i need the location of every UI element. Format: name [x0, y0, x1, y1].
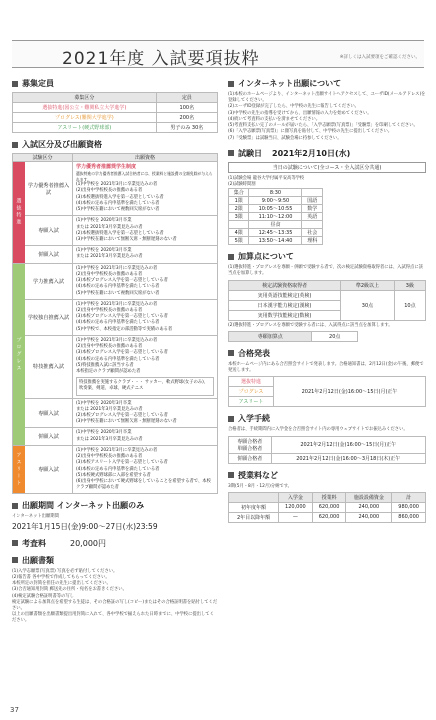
square-icon	[228, 416, 234, 422]
tuition-section: 授業料など 3期(5月・8月・12月)分納です。 入学金 授業料 施設設備資金 計 初年度年額 120,000 620,000 240,000 980,000 2年目以降年額 — 620,000 240,000 860,000	[228, 470, 426, 523]
document-item: (3)合否通知用封筒 郵送先の住所・宛名をお書きください。	[12, 587, 127, 593]
internet-step: (3)中学校の先生の指導を受けてから、出願情報の入力を始めてください。	[228, 110, 372, 116]
square-icon	[12, 142, 18, 148]
page-title: 2021年度 入試要項抜粋	[62, 49, 260, 69]
internet-step: (7)「受験票」は試験当日、試験会場に持参してください。	[228, 135, 342, 141]
bonus-section: 加算点について (1)選抜特進・プログレスを専願・併願で受験する者で、次の検定試験資格取得者には、入試得点に該当点を加算します。 検定試験資格取得者 準2級以上 3級 実用英語技能検定(英検) 30点 10点 日本漢字能力検定(漢検) 実用数学技能検定(数検) (2)選抜特進・プログレスを専願で受験する者には、入試得点に該当点を加算します。 専願加算点 20点	[228, 251, 426, 342]
square-icon	[12, 503, 18, 509]
square-icon	[12, 557, 18, 563]
admission-section	[12, 139, 218, 494]
square-icon	[228, 350, 234, 356]
square-icon	[12, 540, 18, 546]
internet-step: (6)「入学志願票(写真票)」に顔写真を貼付して、中学校の先生に提出してください。	[228, 129, 393, 135]
admission-group	[12, 446, 218, 495]
admission-row: 専願入試 (1)中学校を 2020年3月卒業 または 2021年3月卒業見込みの者 (2)本校選抜特進入学を第一志望としている者 (3)中学校在籍において無断欠席・無断遅刻のない者	[25, 216, 217, 246]
results-section: 合格発表 本校ホームページ内にある合否照会サイトで発表します。合格通知書は、2月12日(金)の午後、郵便で発送します。 選抜特進 2021年2月12日(金)16:00〜15日(月)正午 プログレス アスリート	[228, 348, 424, 406]
internet-list	[228, 92, 426, 142]
enroll-section: 入学手続 合格者は、手続期間内に入学金を合否照会サイト内の専用ウェブサイトでお振込みください。 専願合格者 単願合格者 2021年2月12日(金)16:00〜15日(月)正午 併願合格者 2021年2月12日(金)16:00〜3月18日(木)正午	[228, 413, 426, 463]
admission-row: 併願入試 (1)中学校を 2020年3月卒業 または 2021年3月卒業見込みの者	[25, 428, 217, 444]
document-item: (1)入学志願票(写真票) 写真を必ず貼付してください。	[12, 568, 118, 574]
schedule-row: 1限 9:00〜9:50 国語	[229, 197, 323, 205]
admission-band: 選抜特進	[13, 162, 25, 263]
document-item: 本校所定の封筒を担任の先生に提出してください。	[12, 581, 111, 587]
internet-step: (2)ユーザID登録が完了したら、中学校の先生に報告してください。	[228, 104, 359, 110]
bonus-table: 検定試験資格取得者 準2級以上 3級 実用英語技能検定(英検) 30点 10点 日本漢字能力検定(漢検) 実用数学技能検定(数検)	[228, 280, 426, 321]
admission-heading: 入試区分及び出願資格	[12, 139, 218, 150]
internet-step: (5)考査料支払い完了のメールが届いたら、「入学志願票(写真票)」「受験票」を印刷してください。	[228, 123, 418, 129]
document-item: 以上の出願書類を出願書類提出用封筒に入れて、各中学校で揃えられた日時までに、中学校に提出してください。	[12, 612, 214, 624]
page-number: 37	[10, 706, 19, 714]
documents-list	[12, 569, 218, 625]
admission-table: 試験区分 出願資格 選抜特進 学力優秀者推薦入試 学力優秀者推薦奨学生制度 選抜特進の学力優秀者推薦入試合格者には、授業料と施設費の全額免除が与えられます。 (1)中学校を 2021年3月に卒業見込みの者 (2)出身中学校校長の推薦のある者 (3)本校選抜特進入学を第一志望としている者 (4)本校の定める内申基準を満たしている者 (5)中学校在籍において複数回欠席がない者 専願入試 (1)中学校を 2020年3月卒業 または 2021年3月卒業見込みの者 (2)本校選抜特進入学を第一志望としている者 (3)中学校在籍において無断欠席・無断遅刻のない者 併願入試 (1)中学校を 2020年3月卒業 または 2021年3月卒業見込みの者 プログレス 学力推薦入試 (1)中学校を 2021年3月に卒業見込みの者 (2)出身中学校校長の推薦のある者 (3)本校プログレス入学を第一志望としている者 (4)本校の定める内申基準を満たしている者 (5)中学校在籍において複数回欠席がない者 学校独自推薦入試 (1)中学校を 2021年3月に卒業見込みの者 (2)出身中学校校長の推薦のある者 (3)本校プログレス入学を第一志望としている者 (4)本校の定める内申基準を満たしている者 (5)中学校で、本校指定の部活動等で実績のある者 特技推薦入試 (1)中学校を 2021年3月に卒業見込みの者 (2)出身中学校校長の推薦のある者 (3)本校プログレス入学を第一志望としている者 (4)本校の定める内申基準を満たしている者 (5)特技推薦入試に該当する者 本校指定のクラブ顧問が認めた者 特技推薦を実施するクラブ・・・ サッカー、軟式野球(女子のみ)、吹奏楽、剣道、卓球、硬式テニス 専願入試 (1)中学校を 2020年3月卒業 または 2021年3月卒業見込みの者 (2)本校プログレス入学を第一志望としている者 (3)中学校在籍において無断欠席・無断遅刻のない者 併願入試 (1)中学校を 2020年3月卒業 または 2021年3月卒業見込みの者 アスリート 専願入試 (1)中学校を 2021年3月に卒業見込みの者 (2)出身中学校校長の推薦のある者 (3)本校アスリート入学を第一志望としている者 (4)本校の定める内申基準を満たしている者 (5)本校硬式野球部に入部を希望する者 (6)出身中学校において硬式野球をしていることを希望する者で、本校クラブ顧問が認めた者	[12, 153, 218, 494]
admission-group	[12, 162, 218, 264]
document-item: (2)報告書 各中学校で作成してもらってください。	[12, 574, 110, 580]
period-section: 出願期間 インターネット出願のみ インターネット出願期間 2021年1月15日(金)9:00〜27日(水)23:59	[12, 500, 218, 531]
schedule-row: 2限 10:05〜10:55 数学	[229, 205, 323, 213]
schedule-row: 3限 11:10〜12:00 英語	[229, 213, 323, 221]
document-item: 検定試験による加算点を希望する生徒は、その合格証の写し(コピー)またはその合格証明書を貼付してください。	[12, 599, 218, 611]
admission-row: 専願入試 (1)中学校を 2021年3月に卒業見込みの者 (2)出身中学校校長の推薦のある者 (3)本校アスリート入学を第一志望としている者 (4)本校の定める内申基準を満たしている者 (5)本校硬式野球部に入部を希望する者 (6)出身中学校において硬式野球をしていることを希望する者で、本校クラブ顧問が認めた者	[25, 446, 217, 494]
schedule-row: 4限 12:45〜13:35 社会	[229, 229, 323, 237]
exam-section: 試験日 2021年2月10日(水) 当日の試験について(全コース・全入試区分共通) (1)試験会場 龍谷大学付属平安高等学校 (2)試験時間割 集合 8:30 1限 9:00〜9:50 国語 2限 10:05〜10:55 数学 3限 11:10〜12:00 英語 昼食 4限 12:45〜13:35 社会 5限 13:50〜14:40 理科	[228, 148, 426, 245]
admission-band: アスリート	[13, 446, 25, 494]
schedule-row: 昼食	[229, 221, 323, 229]
admission-row: 特技推薦入試 (1)中学校を 2021年3月に卒業見込みの者 (2)出身中学校校長の推薦のある者 (3)本校プログレス入学を第一志望としている者 (4)本校の定める内申基準を満たしている者 (5)特技推薦入試に該当する者 本校指定のクラブ顧問が認めた者 特技推薦を実施するクラブ・・・ サッカー、軟式野球(女子のみ)、吹奏楽、剣道、卓球、硬式テニス	[25, 336, 217, 399]
admission-row: 併願入試 (1)中学校を 2020年3月卒業 または 2021年3月卒業見込みの者	[25, 246, 217, 262]
documents-section: 出願書類 (1)入学志願票(写真票) 写真を必ず貼付してください。 (2)報告書 各中学校で作成してもらってください。 本校所定の封筒を担任の先生に提出してください。 (3)合否通知用封筒 郵送先の住所・宛名をお書きください。 (4)検定試験合格証明書等の写し 検定試験による加算点を希望する生徒は、その合格証の写し(コピー)またはその合格証明書を貼付してください。 以上の出願書類を出願書類提出用封筒に入れて、各中学校で揃えられた日時までに、中学校に提出してください。	[12, 555, 218, 624]
schedule-row: 5限 13:50〜14:40 理科	[229, 237, 323, 245]
quota-section	[12, 78, 218, 133]
tuition-row: 2年目以降年額 — 620,000 240,000 860,000	[229, 512, 426, 522]
internet-step: (1)本校のホームページより、インターネット出願サイトへアクセスして、ユーザID(メールアドレス)を登録してください。	[228, 92, 426, 104]
fee-section: 考査料 20,000円	[12, 538, 218, 549]
square-icon	[228, 254, 234, 260]
title-banner	[12, 40, 424, 68]
square-icon	[228, 150, 234, 156]
period-value: 2021年1月15日(金)9:00〜27日(水)23:59	[12, 521, 158, 531]
right-column	[228, 78, 426, 529]
tuition-table: 入学金 授業料 施設設備資金 計 初年度年額 120,000 620,000 240,000 980,000 2年目以降年額 — 620,000 240,000 860,000	[228, 492, 426, 523]
quota-heading: 募集定員	[12, 78, 218, 89]
admission-row: 学力推薦入試 (1)中学校を 2021年3月に卒業見込みの者 (2)出身中学校校長の推薦のある者 (3)本校プログレス入学を第一志望としている者 (4)本校の定める内申基準を満たしている者 (5)中学校在籍において複数回欠席がない者	[25, 264, 217, 300]
schedule-row: 集合 8:30	[229, 189, 323, 197]
admission-row: 学校独自推薦入試 (1)中学校を 2021年3月に卒業見込みの者 (2)出身中学校校長の推薦のある者 (3)本校プログレス入学を第一志望としている者 (4)本校の定める内申基準を満たしている者 (5)中学校で、本校指定の部活動等で実績のある者	[25, 300, 217, 336]
admission-row: 専願入試 (1)中学校を 2020年3月卒業 または 2021年3月卒業見込みの者 (2)本校プログレス入学を第一志望としている者 (3)中学校在籍において無断欠席・無断遅刻のない者	[25, 399, 217, 429]
schedule-table	[228, 188, 323, 245]
quota-table: 募集区分 定員 選抜特進(図公立・難関私立大学進学) 100名 プログレス(難関大学進学) 200名 アスリート(硬式野球部) 男子のみ 30名	[12, 92, 218, 133]
admission-group	[12, 264, 218, 446]
document-item: (4)検定試験合格証明書等の写し	[12, 593, 74, 599]
left-column	[12, 78, 218, 631]
square-icon	[228, 81, 234, 87]
internet-step: (4)続いて考査料の支払いを済ませてください。	[228, 116, 321, 122]
square-icon	[12, 81, 18, 87]
internet-section: インターネット出願について (1)本校のホームページより、インターネット出願サイトへアクセスして、ユーザID(メールアドレス)を登録してください。 (2)ユーザID登録が完了したら、中学校の先生に報告してください。 (3)中学校の先生の指導を受けてから、出願情報の入力を始めてください。 (4)続いて考査料の支払いを済ませてください。 (5)考査料支払い完了のメールが届いたら、「入学志願票(写真票)」「受験票」を印刷してください。 (6)「入学志願票(写真票)」に顔写真を貼付して、中学校の先生に提出してください。 (7)「受験票」は試験当日、試験会場に持参してください。	[228, 79, 426, 141]
title-note: ※詳しくは入試要項をご確認ください。	[339, 55, 420, 60]
square-icon	[228, 472, 234, 478]
tuition-row: 初年度年額 120,000 620,000 240,000 980,000	[229, 502, 426, 512]
admission-row: 学力優秀者推薦入試 学力優秀者推薦奨学生制度 選抜特進の学力優秀者推薦入試合格者には、授業料と施設費の全額免除が与えられます。 (1)中学校を 2021年3月に卒業見込みの者 (2)出身中学校校長の推薦のある者 (3)本校選抜特進入学を第一志望としている者 (4)本校の定める内申基準を満たしている者 (5)中学校在籍において複数回欠席がない者	[25, 162, 217, 216]
admission-band: プログレス	[13, 264, 25, 445]
